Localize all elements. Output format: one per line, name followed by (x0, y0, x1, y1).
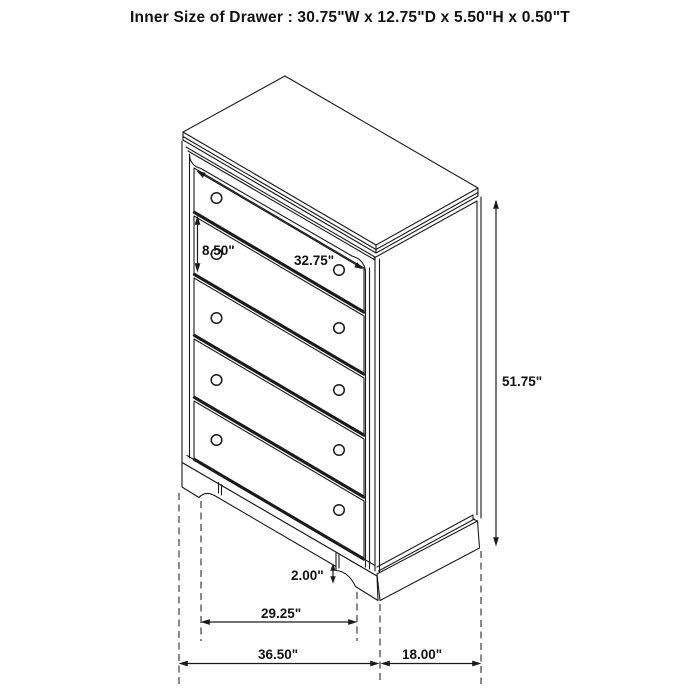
dim-feet-span (201, 606, 358, 625)
dim-overall-width (179, 647, 380, 666)
dim-base-clearance (291, 564, 336, 584)
overall-depth-label: 18.00" (402, 647, 443, 662)
feet-span-label: 29.25" (261, 606, 302, 621)
base-clearance-label: 2.00" (291, 568, 324, 583)
chest-base-right-side (377, 521, 480, 601)
drawer-front-height-label: 8.50" (202, 243, 235, 258)
overall-height-label: 51.75" (502, 374, 543, 389)
dim-overall-depth (381, 647, 482, 666)
drawer-fronts (194, 168, 364, 560)
inner-drawer-size-title: Inner Size of Drawer : 30.75"W x 12.75"D x 5.50"H x 0.50"T (130, 9, 570, 26)
drawer-front-width-label: 32.75" (294, 253, 335, 268)
overall-width-label: 36.50" (258, 647, 299, 662)
dim-overall-height (493, 200, 542, 547)
chest-right-side-panel (374, 197, 481, 573)
